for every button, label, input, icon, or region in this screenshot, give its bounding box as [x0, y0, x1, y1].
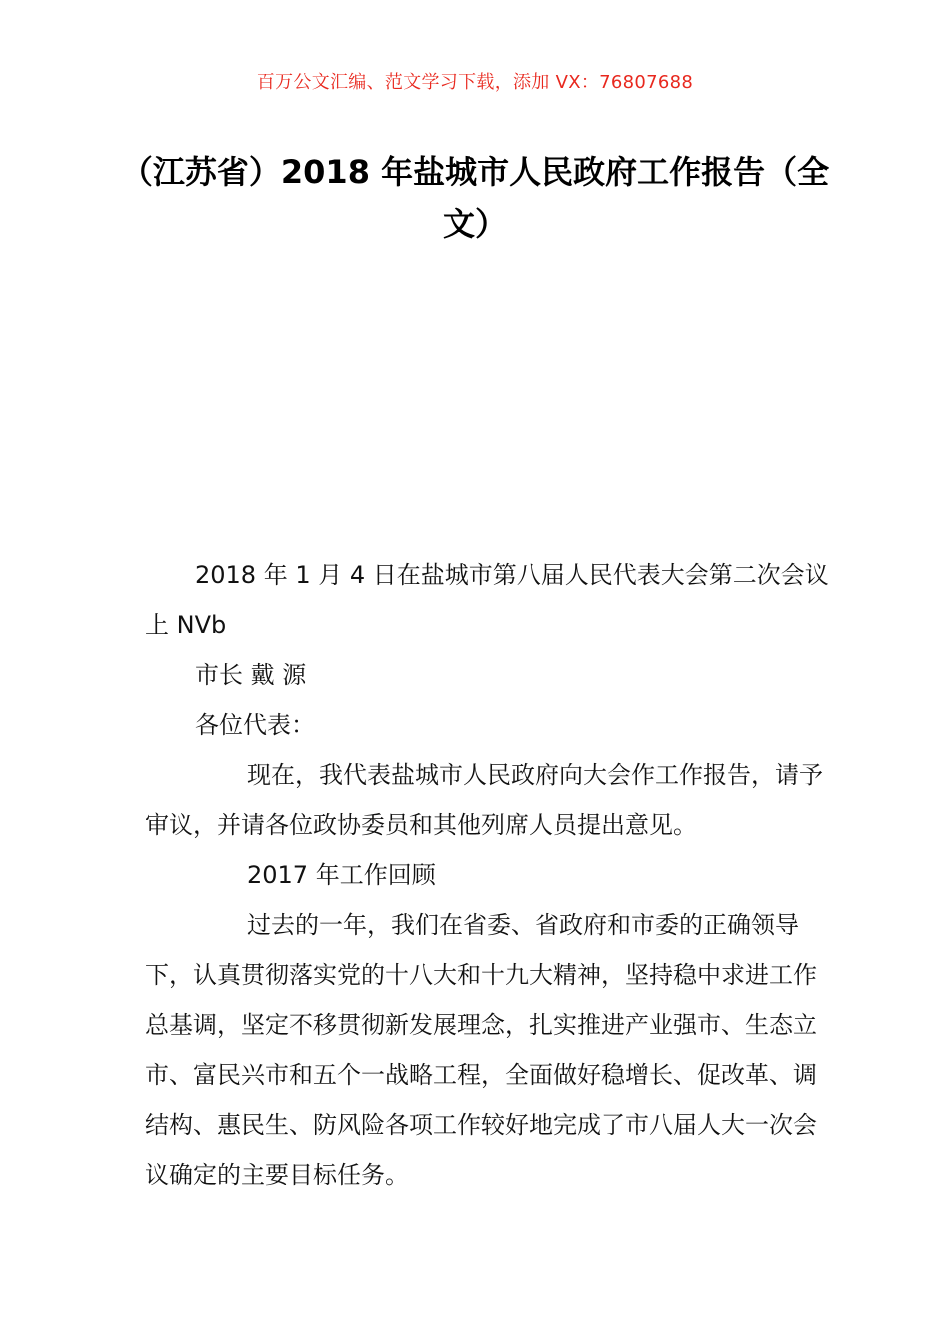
salutation: 各位代表：	[195, 711, 315, 739]
review-paragraph: 过去的一年，我们在省委、省政府和市委的正确领导下，认真贯彻落实党的十八大和十九大精神，坚持稳中求进工作总基调，坚定不移贯彻新发展理念，扎实推进产业强市、生态立市、富民兴市和五个一战略工程，全面做好稳增长、促改革、调结构、惠民生、防风险各项工作较好地完成了市八届人大一次会议确定的主要目标任务。	[145, 911, 817, 1189]
meeting-info: 2018 年 1 月 4 日在盐城市第八届人民代表大会第二次会议上 NVb	[145, 561, 829, 639]
document-title: （江苏省）2018 年盐城市人民政府工作报告（全文）	[120, 153, 830, 243]
section-heading: 2017 年工作回顾	[247, 861, 436, 889]
speaker-line: 市长 戴 源	[195, 661, 307, 689]
header-watermark-note: 百万公文汇编、范文学习下载，添加 VX：76807688	[256, 72, 694, 93]
document-body	[145, 550, 835, 1200]
intro-paragraph: 现在，我代表盐城市人民政府向大会作工作报告，请予审议，并请各位政协委员和其他列席人员提出意见。	[145, 761, 823, 839]
